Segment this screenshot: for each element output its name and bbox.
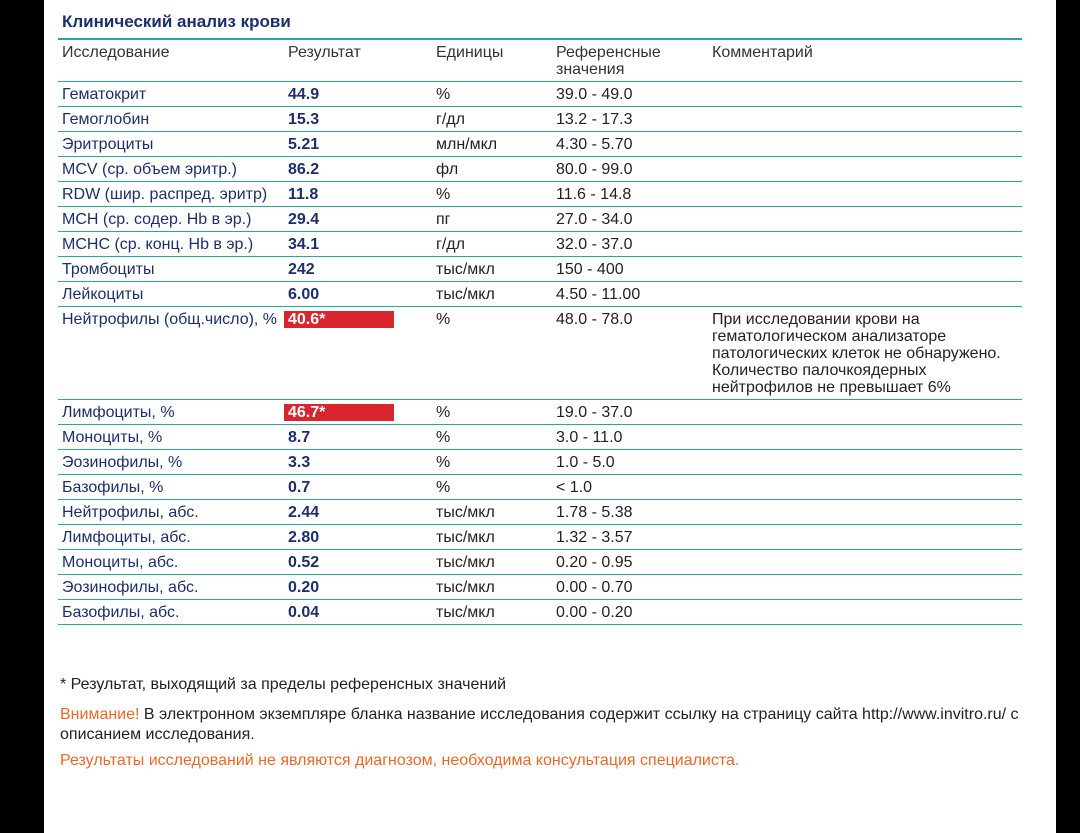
- test-name: Лимфоциты, абс.: [62, 529, 191, 546]
- comment: [708, 207, 1022, 231]
- test-name: RDW (шир. распред. эритр): [62, 186, 268, 203]
- table-row: [58, 500, 1022, 525]
- test-name: MCHC (ср. конц. Hb в эр.): [62, 236, 254, 253]
- comment: [708, 575, 1022, 599]
- comment: [708, 182, 1022, 206]
- reference-range: 32.0 - 37.0: [556, 236, 633, 253]
- comment: При исследовании крови на гематологическом анализаторе патологических клеток не обнаружено. Количество палочкоядерных нейтрофилов не превышает 6%: [712, 311, 1001, 396]
- result-text: 0.04: [288, 604, 320, 621]
- header-units: Единицы: [436, 44, 504, 61]
- result-value: [284, 182, 432, 206]
- reference-range: 1.32 - 3.57: [556, 529, 633, 546]
- reference-range: 3.0 - 11.0: [556, 429, 623, 446]
- result-text: 11.8: [288, 186, 319, 203]
- table-row: [58, 132, 1022, 157]
- reference-range: 11.6 - 14.8: [556, 186, 632, 203]
- comment: [708, 425, 1022, 449]
- test-name: Лимфоциты, %: [62, 404, 175, 421]
- result-text: 29.4: [288, 211, 320, 228]
- test-name: Гемоглобин: [62, 111, 150, 128]
- test-name: Нейтрофилы (общ.число), %: [62, 311, 278, 328]
- reference-range: 48.0 - 78.0: [556, 311, 633, 328]
- header-ref-line2: значения: [556, 61, 625, 78]
- result-text: 8.7: [288, 429, 311, 446]
- result-value: [284, 232, 432, 256]
- table-row: [58, 575, 1022, 600]
- result-flagged: 46.7*: [284, 404, 394, 421]
- results-table: [58, 38, 1022, 625]
- test-name: Моноциты, %: [62, 429, 163, 446]
- reference-range: 39.0 - 49.0: [556, 86, 633, 103]
- reference-range: 80.0 - 99.0: [556, 161, 633, 178]
- units: %: [436, 429, 451, 446]
- table-row: [58, 425, 1022, 450]
- reference-range: < 1.0: [556, 479, 593, 496]
- result-value: [284, 157, 432, 181]
- units: тыс/мкл: [436, 261, 495, 278]
- reference-range: 4.50 - 11.00: [556, 286, 641, 303]
- test-name: Эозинофилы, %: [62, 454, 183, 471]
- table-header: [58, 40, 1022, 82]
- result-value: [284, 107, 432, 131]
- result-text: 5.21: [288, 136, 320, 153]
- header-test: Исследование: [62, 44, 170, 61]
- test-name: Нейтрофилы, абс.: [62, 504, 199, 521]
- result-text: 44.9: [288, 86, 320, 103]
- warning-label: Внимание!: [60, 706, 140, 723]
- table-row: [58, 475, 1022, 500]
- units: %: [436, 86, 451, 103]
- comment: [708, 525, 1022, 549]
- footnote: * Результат, выходящий за пределы референсных значений: [60, 676, 507, 693]
- result-value: [284, 207, 432, 231]
- result-text: 2.80: [288, 529, 320, 546]
- result-text: 86.2: [288, 161, 320, 178]
- test-name: Лейкоциты: [62, 286, 144, 303]
- comment: [708, 157, 1022, 181]
- table-row: [58, 400, 1022, 425]
- table-row: [58, 157, 1022, 182]
- units: тыс/мкл: [436, 554, 495, 571]
- result-value: [284, 400, 432, 424]
- warning-note: [60, 705, 1020, 745]
- result-value: [284, 282, 432, 306]
- units: тыс/мкл: [436, 504, 495, 521]
- result-text: 0.52: [288, 554, 320, 571]
- result-value: [284, 82, 432, 106]
- units: тыс/мкл: [436, 529, 495, 546]
- comment: [708, 550, 1022, 574]
- result-text: 0.20: [288, 579, 320, 596]
- table-row: [58, 82, 1022, 107]
- result-value: [284, 425, 432, 449]
- test-name: MCH (ср. содер. Hb в эр.): [62, 211, 252, 228]
- table-row: [58, 207, 1022, 232]
- result-flagged: 40.6*: [284, 311, 394, 328]
- result-value: [284, 500, 432, 524]
- table-row: [58, 307, 1022, 400]
- test-name: Гематокрит: [62, 86, 147, 103]
- test-name: Эритроциты: [62, 136, 154, 153]
- units: тыс/мкл: [436, 579, 495, 596]
- comment: [708, 257, 1022, 281]
- reference-range: 0.00 - 0.20: [556, 604, 633, 621]
- units: пг: [436, 211, 451, 228]
- result-text: 15.3: [288, 111, 320, 128]
- units: тыс/мкл: [436, 286, 495, 303]
- comment: [708, 400, 1022, 424]
- table-row: [58, 600, 1022, 625]
- units: тыс/мкл: [436, 604, 495, 621]
- result-value: [284, 257, 432, 281]
- result-text: 242: [288, 261, 315, 278]
- units: млн/мкл: [436, 136, 498, 153]
- table-row: [58, 282, 1022, 307]
- report-title: Клинический анализ крови: [62, 12, 291, 31]
- reference-range: 1.0 - 5.0: [556, 454, 615, 471]
- test-name: Базофилы, %: [62, 479, 164, 496]
- units: фл: [436, 161, 459, 178]
- units: %: [436, 454, 451, 471]
- result-text: 3.3: [288, 454, 311, 471]
- table-row: [58, 450, 1022, 475]
- test-name: Моноциты, абс.: [62, 554, 179, 571]
- test-name: Базофилы, абс.: [62, 604, 180, 621]
- result-text: 6.00: [288, 286, 320, 303]
- comment: [708, 475, 1022, 499]
- table-body: [58, 82, 1022, 625]
- table-row: [58, 550, 1022, 575]
- result-value: [284, 475, 432, 499]
- comment: [708, 500, 1022, 524]
- units: %: [436, 479, 451, 496]
- header-ref: [552, 40, 708, 81]
- result-value: [284, 550, 432, 574]
- units: %: [436, 186, 451, 203]
- test-name: Эозинофилы, абс.: [62, 579, 199, 596]
- comment: [708, 107, 1022, 131]
- comment: [708, 82, 1022, 106]
- result-text: 34.1: [288, 236, 320, 253]
- reference-range: 1.78 - 5.38: [556, 504, 633, 521]
- comment: [708, 232, 1022, 256]
- table-row: [58, 257, 1022, 282]
- reference-range: 0.20 - 0.95: [556, 554, 633, 571]
- lab-report-sheet: [44, 0, 1056, 833]
- comment: [708, 450, 1022, 474]
- reference-range: 19.0 - 37.0: [556, 404, 633, 421]
- header-result: Результат: [288, 44, 361, 61]
- result-text: 2.44: [288, 504, 320, 521]
- table-row: [58, 232, 1022, 257]
- warning-text: В электронном экземпляре бланка название исследования содержит ссылку на страницу сайта http://www.invitro.ru/ с описанием исследования.: [60, 706, 1019, 743]
- table-row: [58, 107, 1022, 132]
- units: %: [436, 311, 451, 328]
- units: г/дл: [436, 236, 465, 253]
- comment: [708, 132, 1022, 156]
- reference-range: 27.0 - 34.0: [556, 211, 633, 228]
- reference-range: 4.30 - 5.70: [556, 136, 633, 153]
- header-ref-line1: Референсные: [556, 44, 661, 61]
- reference-range: 13.2 - 17.3: [556, 111, 633, 128]
- header-comment: Комментарий: [712, 44, 813, 61]
- test-name: Тромбоциты: [62, 261, 155, 278]
- result-value: [284, 132, 432, 156]
- disclaimer: Результаты исследований не являются диагнозом, необходима консультация специалиста.: [60, 752, 740, 769]
- comment: [708, 282, 1022, 306]
- test-name: MCV (ср. объем эритр.): [62, 161, 237, 178]
- result-value: [284, 600, 432, 624]
- units: %: [436, 404, 451, 421]
- table-row: [58, 525, 1022, 550]
- result-text: 0.7: [288, 479, 311, 496]
- result-value: [284, 575, 432, 599]
- result-value: [284, 525, 432, 549]
- comment: [708, 600, 1022, 624]
- units: г/дл: [436, 111, 465, 128]
- table-row: [58, 182, 1022, 207]
- reference-range: 0.00 - 0.70: [556, 579, 633, 596]
- result-value: [284, 450, 432, 474]
- result-value: [284, 307, 432, 399]
- reference-range: 150 - 400: [556, 261, 624, 278]
